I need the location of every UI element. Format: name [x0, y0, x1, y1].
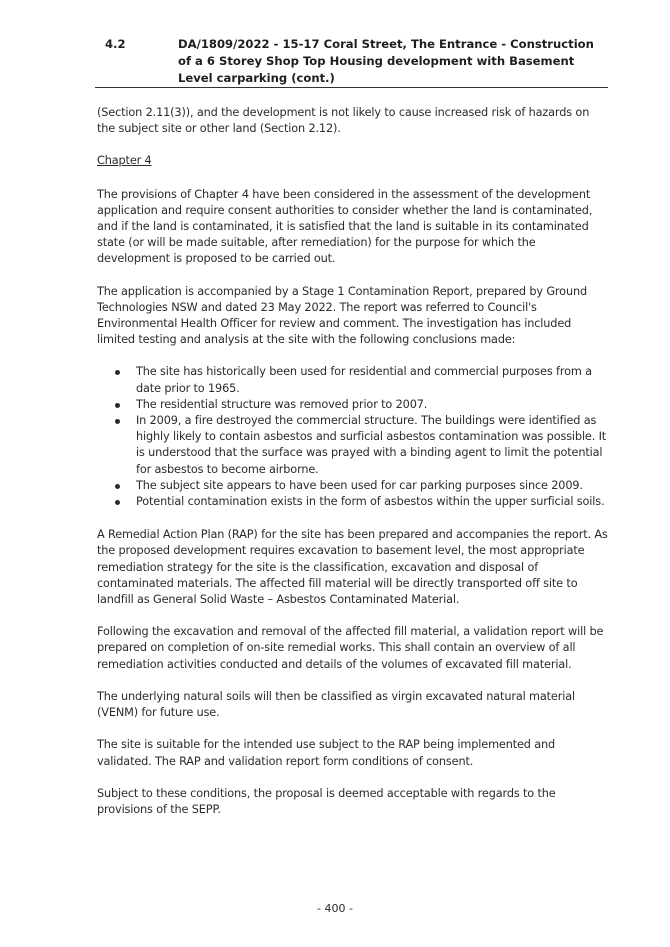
list-item-text: The residential structure was removed prior to 2007. [136, 397, 428, 411]
conclusion-paragraph: Subject to these conditions, the proposal is deemed acceptable with regards to the provisions of the SEPP. [97, 786, 556, 816]
list-item-text: The site has historically been used for residential and commercial purposes from a date prior to 1965. [136, 365, 592, 395]
list-item [97, 478, 609, 494]
list-item [97, 494, 609, 510]
list-item [97, 397, 609, 413]
item-title: DA/1809/2022 - 15-17 Coral Street, The Entrance - Construction of a 6 Storey Shop Top Housing development with Basement Level carparking (cont.) [178, 37, 594, 85]
list-item-text: Potential contamination exists in the form of asbestos within the upper surficial soils. [136, 495, 605, 509]
list-item [97, 364, 609, 396]
bullet-icon [115, 403, 120, 408]
report-paragraph: The application is accompanied by a Stage 1 Contamination Report, prepared by Ground Technologies NSW and dated 23 May 2022. The report was referred to Council's Environmental Health Officer for review and comment. The investigation has included limited testing and analysis at the site with the following conclusions made: [97, 284, 587, 347]
list-item-text: In 2009, a fire destroyed the commercial structure. The buildings were identified as highly likely to contain asbestos and surficial asbestos contamination was possible. It is understood that the surface was prayed with a binding agent to limit the potential for asbestos to become airborne. [136, 414, 607, 476]
chapter4-paragraph: The provisions of Chapter 4 have been considered in the assessment of the development application and require consent authorities to consider whether the land is contaminated, and if the land is contaminated, it is satisfied that the land is suitable in its contaminated state (or will be made suitable, after remediation) for the purpose for which the development is proposed to be carried out. [97, 187, 593, 266]
bullet-icon [115, 419, 120, 424]
intro-paragraph: (Section 2.11(3)), and the development is not likely to cause increased risk of hazards on the subject site or other land (Section 2.12). [97, 106, 590, 136]
suitability-paragraph: The site is suitable for the intended use subject to the RAP being implemented and validated. The RAP and validation report form conditions of consent. [97, 738, 556, 768]
header-divider [95, 87, 608, 88]
venm-paragraph: The underlying natural soils will then be classified as virgin excavated natural material (VENM) for future use. [97, 689, 575, 720]
list-item [97, 413, 609, 478]
bullet-icon [115, 484, 120, 489]
conclusions-list [97, 364, 609, 510]
page-number: - 400 - [317, 902, 353, 915]
rap-paragraph: A Remedial Action Plan (RAP) for the site has been prepared and accompanies the report. As the proposed development requires excavation to basement level, the most appropriate remediation strategy for the site is the classification, excavation and disposal of contaminated materials. The affected fill material will be directly transported off site to landfill as General Solid Waste – Asbestos Contaminated Material. [97, 528, 608, 607]
validation-paragraph: Following the excavation and removal of the affected fill material, a validation report will be prepared on completion of on-site remedial works. This shall contain an overview of all remediation activities conducted and details of the volumes of excavated fill material. [97, 625, 604, 671]
list-item-text: The subject site appears to have been used for car parking purposes since 2009. [136, 478, 583, 492]
item-number: 4.2 [105, 37, 126, 51]
chapter-heading: Chapter 4 [97, 154, 152, 168]
document-body [97, 105, 609, 834]
bullet-icon [115, 500, 120, 505]
bullet-icon [115, 370, 120, 375]
